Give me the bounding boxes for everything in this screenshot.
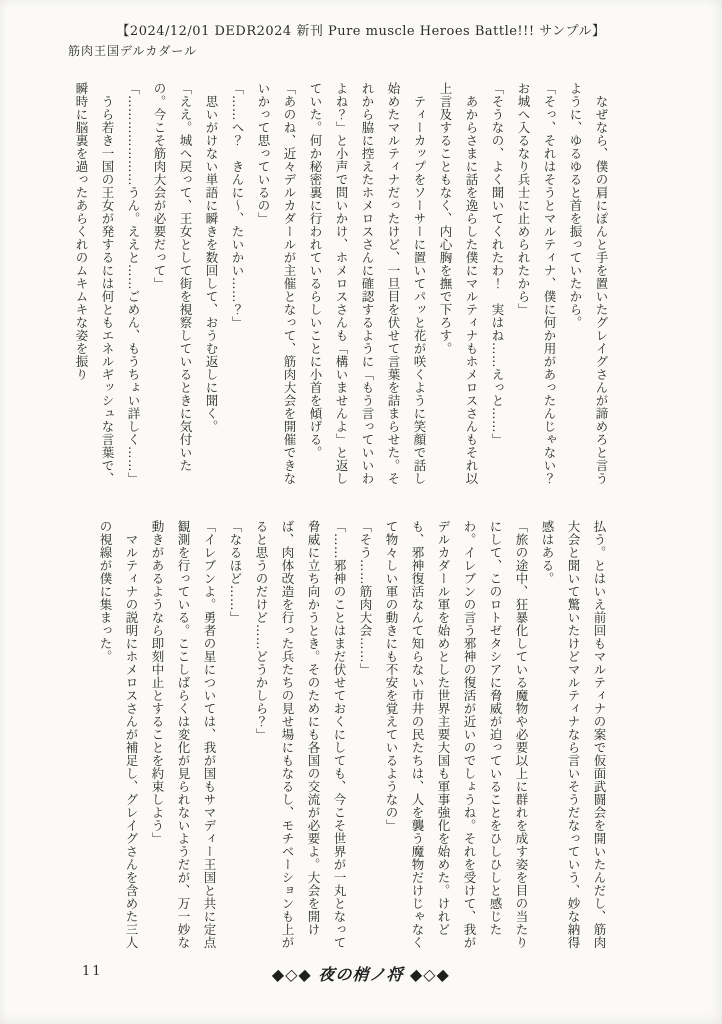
page-footer [0, 962, 722, 988]
circle-signature: ◆◇◆ 夜の梢ノ将 ◆◇◆ [271, 965, 451, 984]
paragraph: 「旅の途中、狂暴化している魔物や必要以上に群れを成す姿を目の当たりにして、このロトゼタシアに脅威が迫っていることをひしひしと感じたわ。イレブンの言う邪神の復活が近いのでしょうね。それを受けて、我がデルカダール軍を始めとした世界主要大国も軍事強化を始めた。けれども、邪神復活なんて知らない市井の民たちは、人を襲う魔物だけじゃなくて物々しい軍の動きにも不安を覚えているようなの」 [384, 520, 529, 949]
paragraph: 「そうなの、よく聞いてくれたわ！ 実はね……えっと……」 [490, 82, 505, 446]
header-book-title: 筋肉王国デルカダール [68, 44, 198, 58]
paragraph: 「イレブンよ。勇者の星については、我が国もサマディー王国と共に定点観測を行っている。ここしばらくは変化が見られないようだが、万一妙な動きがあるようなら即刻中止とすることを約束しよう」 [150, 520, 217, 949]
paragraph: 「ええ。城へ戻って、王女として街を視察しているときに気付いたの。今こそ筋肉大会が必要だって」 [152, 82, 193, 472]
text-block-top [68, 82, 614, 498]
paragraph: マルティナの説明にホメロスさんが補足し、グレイグさんを含めた三人の視線が僕に集まった。 [98, 520, 139, 949]
paragraph: うら若き一国の王女が発するには何ともエネルギッシュな言葉で、瞬時に脳裏を過ったあらくれのムキムキな姿を振り [74, 82, 115, 485]
paragraph: 「そう……筋肉大会……」 [358, 520, 373, 676]
paragraph: 「なるほど……」 [228, 520, 243, 624]
text-block-bottom [85, 520, 612, 954]
paragraph: 「……邪神のことはまだ伏せておくにしても、今こそ世界が一丸となって脅威に立ち向かうとき。そのためにも各国の交流が必要よ。大会を開けば、肉体改造を行った兵たちの見せ場にもなるし、モチベーションも上がると思うのだけど……どうかしら？」 [254, 520, 347, 949]
paragraph: ティーカップをソーサーに置いてパッと花が咲くように笑顔で話し始めたマルティナだったけど、一旦目を伏せて言葉を詰まらせた。それから脇に控えたホメロスさんに確認するように「もう言っていいわよね？」と小声で問いかけ、ホメロスさんも「構いませんよ」と返していた。何か秘密裏に行われているらしいことに小首を傾げる。 [308, 82, 427, 485]
paragraph: 「……へ？ きんに〜、たいかい……？」 [230, 82, 245, 329]
paragraph: 「あのね、近々デルカダールが主催となって、筋肉大会を開催できないかって思っているの」 [256, 82, 297, 485]
page-number: 11 [82, 964, 103, 979]
paragraph: 払う。とはいえ前回もマルティナの案で仮面武闘会を開いたんだし、筋肉大会と聞いて驚いたけどマルティナなら言いそうだなっていう、妙な納得感はある。 [540, 520, 607, 949]
paragraph: あからさまに話を逸らした僕にマルティナもホメロスさんもそれ以上言及することもなく、内心胸を撫で下ろす。 [438, 82, 479, 485]
paragraph: なぜなら、僕の肩にぽんと手を置いたグレイグさんが諦めろと言うように、ゆるゆると首を振っていたから。 [568, 82, 609, 485]
paragraph: 「…………………うん。ええと……ごめん、もうちょい詳しく……」 [126, 82, 141, 485]
paragraph: 思いがけない単語に瞬きを数回して、おうむ返しに聞く。 [204, 82, 219, 433]
paragraph: 「そっ、それはそうとマルティナ、僕に何か用があったんじゃない？ お城へ入るなり兵士に止められたから」 [516, 82, 557, 498]
header-event-info: 【2024/12/01 DEDR2024 新刊 Pure muscle Heroes Battle!!! サンプル】 [116, 24, 606, 39]
